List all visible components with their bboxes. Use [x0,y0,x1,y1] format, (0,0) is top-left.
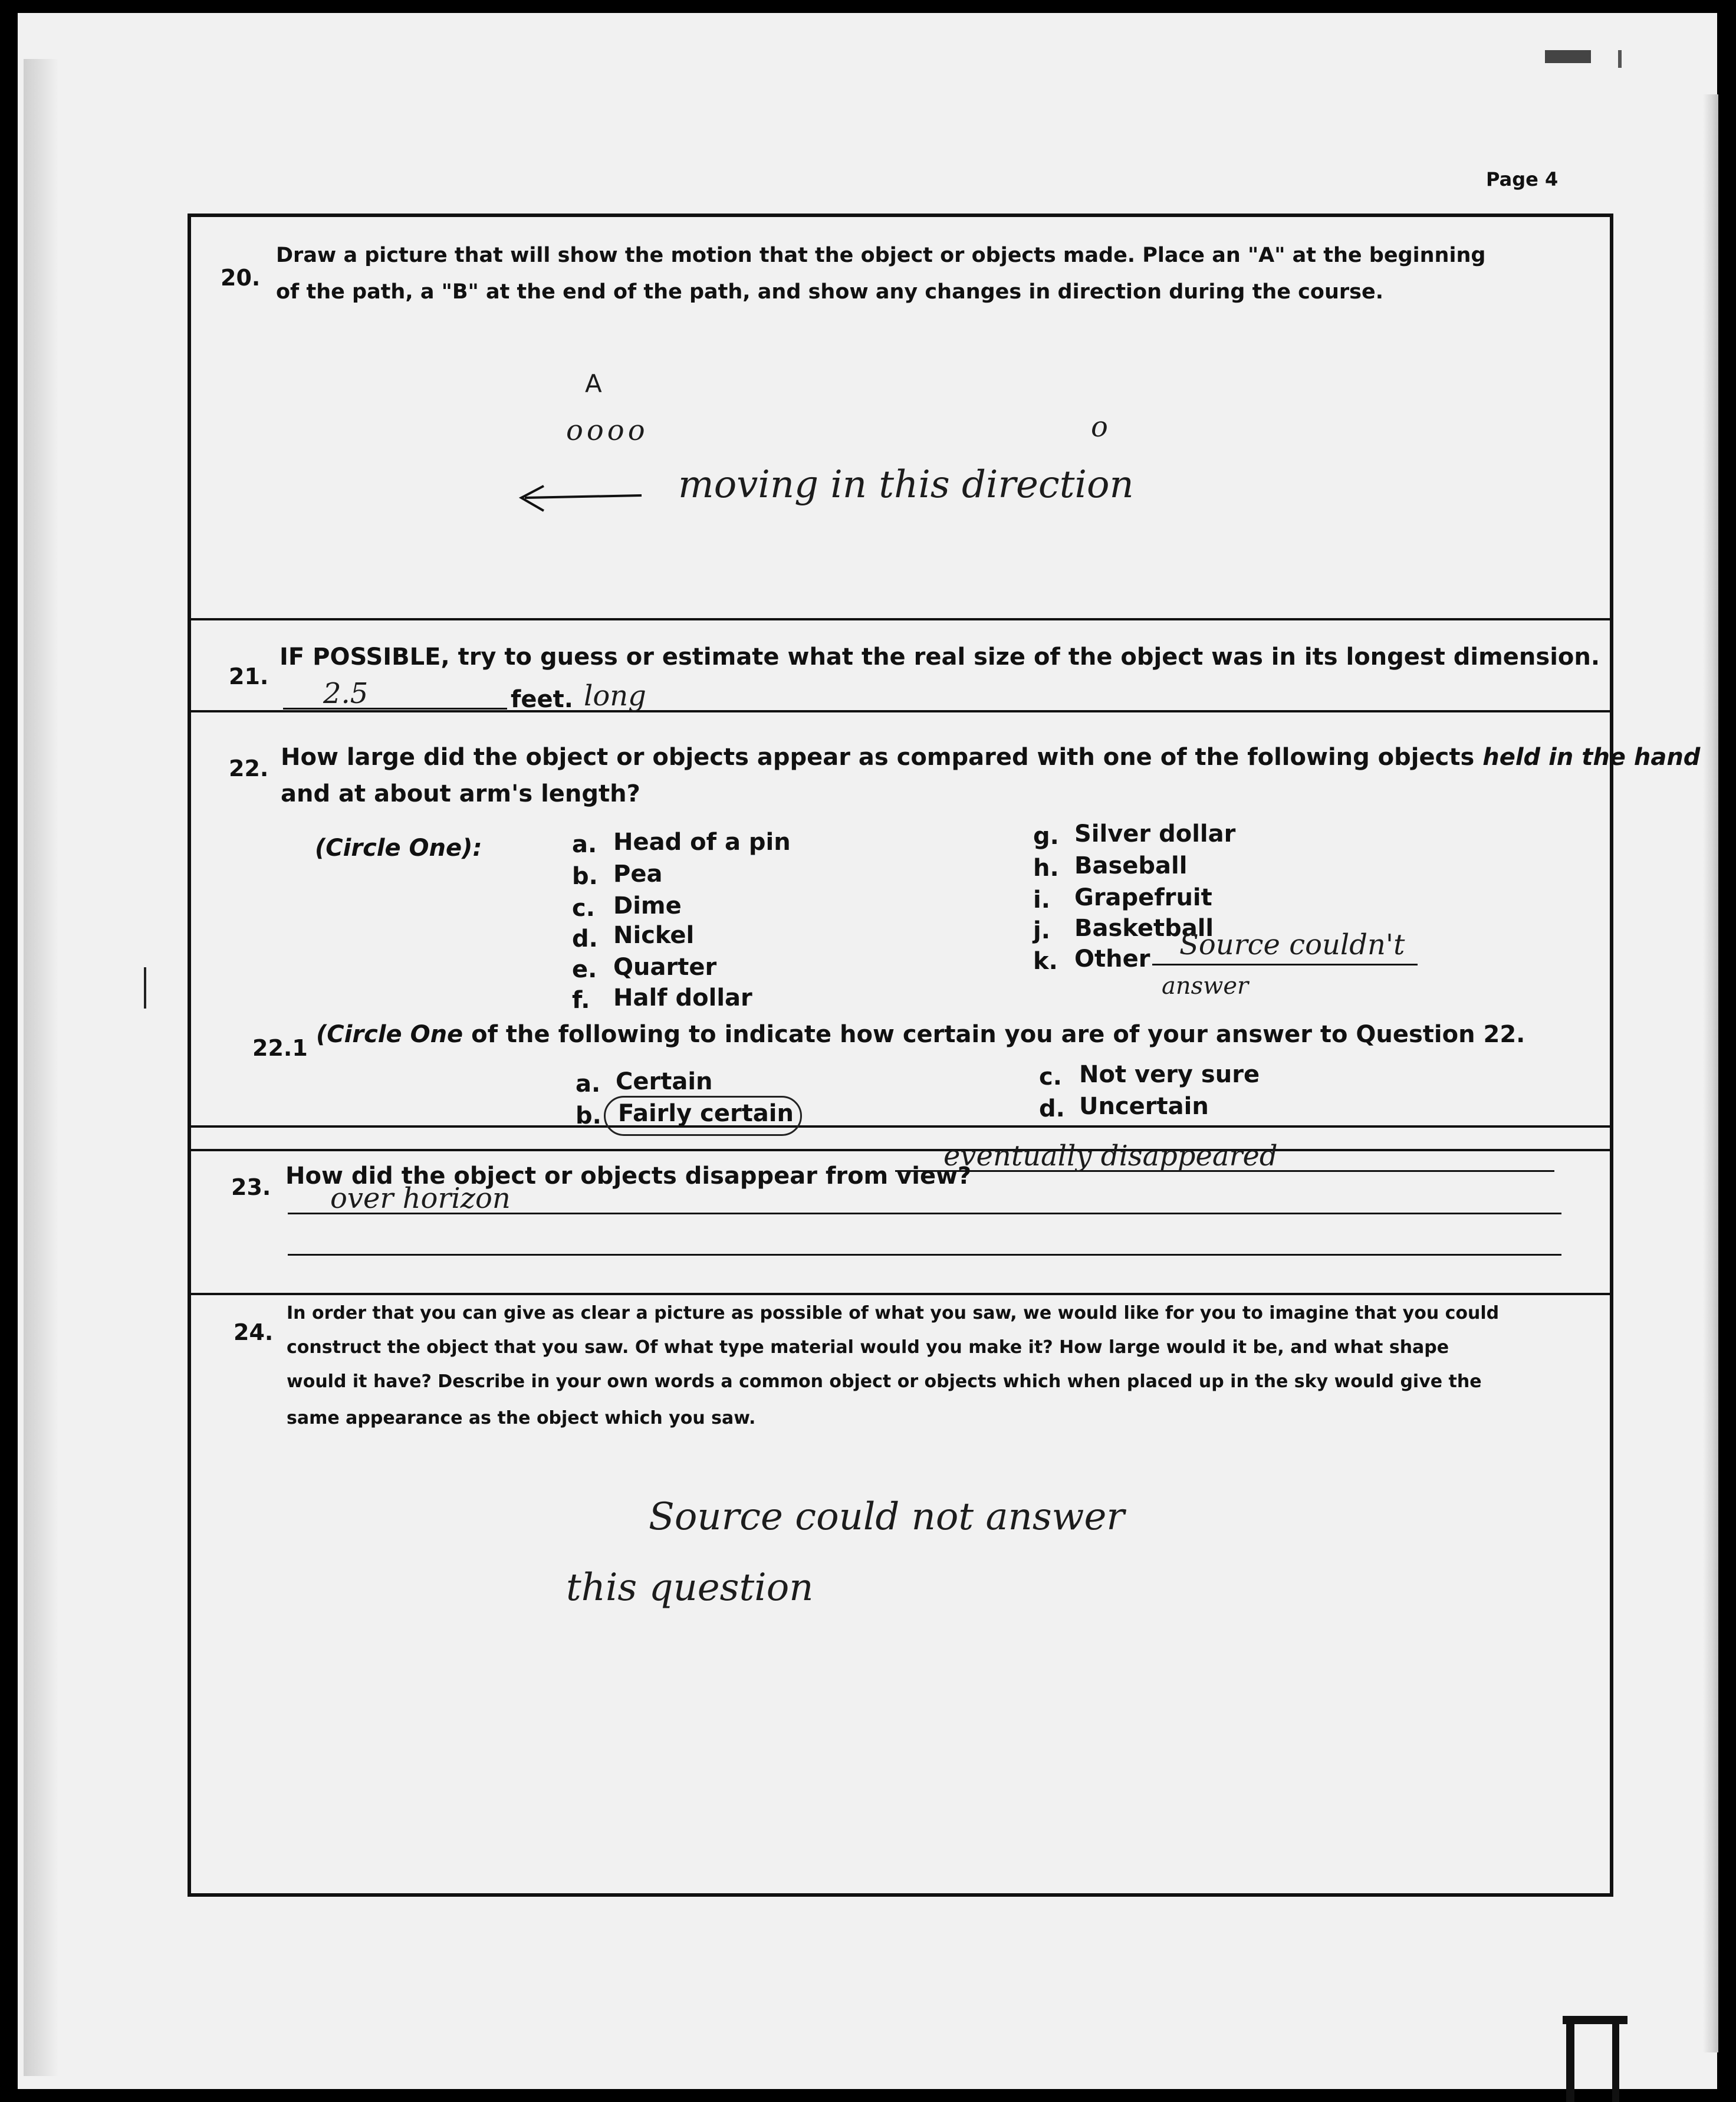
answer-circle-mark [604,1096,802,1136]
handwritten-other-answer: Source couldn't [1179,928,1405,961]
option-letter: a. [572,831,597,858]
question-number: 22.1 [252,1035,308,1061]
scan-shadow [24,59,59,2076]
scan-mark [144,967,146,1009]
question-text: would it have? Describe in your own words a common object or objects which when placed up in the sky would give the [287,1371,1482,1392]
question-number: 23. [231,1174,271,1200]
option-head-of-pin[interactable]: Head of a pin [613,829,791,856]
question-text: Draw a picture that will show the motion that the object or objects made. Place an "A" at the beginning [276,244,1486,267]
binder-clip [1563,2016,1628,2102]
answer-line [288,1254,1561,1256]
option-silver-dollar[interactable]: Silver dollar [1074,820,1236,848]
size-unit-label: feet. [511,686,573,713]
handwritten-path-end: o [1091,410,1108,444]
question-number: 22. [229,756,269,781]
option-uncertain[interactable]: Uncertain [1079,1093,1209,1120]
option-not-very-sure[interactable]: Not very sure [1079,1061,1260,1088]
section-divider [191,710,1610,712]
option-letter: a. [576,1070,601,1098]
arrow-left-icon [513,481,643,517]
handwritten-direction-note: moving in this direction [678,463,1134,507]
question-number: 24. [234,1319,274,1345]
question-text: same appearance as the object which you saw. [287,1408,756,1428]
option-letter: b. [576,1102,601,1129]
scan-mark [1545,50,1591,63]
handwritten-disappear-answer: over horizon [330,1182,511,1215]
option-half-dollar[interactable]: Half dollar [613,984,752,1011]
option-letter: d. [572,925,598,953]
option-dime[interactable]: Dime [613,892,682,919]
answer-line [283,708,507,710]
option-pea[interactable]: Pea [613,860,663,888]
option-basketball[interactable]: Basketball [1074,915,1214,942]
question-text: (Circle One of the following to indicate how certain you are of your answer to Question 22. [316,1021,1525,1048]
question-text: construct the object that you saw. Of what type material would you make it? How large would it be, and what shape [287,1337,1449,1358]
option-letter: c. [572,895,595,922]
answer-line [1152,964,1418,965]
handwritten-material-answer: this question [566,1566,814,1610]
question-text: How large did the object or objects appear as compared with one of the following objects held in the hand [281,744,1701,771]
page-number: Page 4 [1486,168,1559,191]
option-letter: c. [1039,1063,1062,1091]
option-letter: j. [1033,917,1050,944]
section-divider [191,1293,1610,1295]
option-quarter[interactable]: Quarter [613,954,717,981]
option-certain[interactable]: Certain [616,1068,713,1095]
handwritten-size-note: long [584,679,646,712]
handwritten-other-answer: answer [1162,973,1249,1000]
handwritten-a-label: A [585,369,602,398]
option-letter: e. [572,956,597,983]
section-divider [191,618,1610,620]
section-divider [191,1149,1610,1151]
handwritten-material-answer: Source could not answer [649,1495,1125,1539]
option-letter: f. [572,987,590,1014]
scan-edge [1703,94,1718,2052]
option-fairly-certain[interactable]: Fairly certain [618,1100,794,1127]
option-letter: d. [1039,1095,1065,1122]
scan-mark [1618,50,1622,68]
question-number: 21. [229,664,269,689]
handwritten-disappear-answer: eventually disappeared [943,1139,1278,1172]
option-letter: b. [572,863,598,890]
option-other[interactable]: Other [1074,945,1150,973]
handwritten-path-dots: oooo [566,414,649,447]
question-text: of the path, a "B" at the end of the path, and show any changes in direction during the course. [276,280,1383,304]
option-nickel[interactable]: Nickel [613,922,695,949]
question-number: 20. [221,265,261,291]
option-letter: g. [1033,823,1059,850]
option-letter: k. [1033,948,1058,975]
question-text: IF POSSIBLE, try to guess or estimate what the real size of the object was in its longest dimension. [280,643,1600,671]
option-letter: h. [1033,855,1059,882]
question-text: In order that you can give as clear a picture as possible of what you saw, we would like for you to imagine that you could [287,1303,1500,1323]
option-grapefruit[interactable]: Grapefruit [1074,884,1212,911]
option-letter: i. [1033,886,1050,914]
handwritten-size-value: 2.5 [323,677,369,710]
question-text: and at about arm's length? [281,780,640,807]
circle-one-label: (Circle One): [315,835,482,862]
option-baseball[interactable]: Baseball [1074,852,1188,879]
question-text: How did the object or objects disappear from view? [285,1162,972,1190]
section-divider [191,1125,1610,1128]
